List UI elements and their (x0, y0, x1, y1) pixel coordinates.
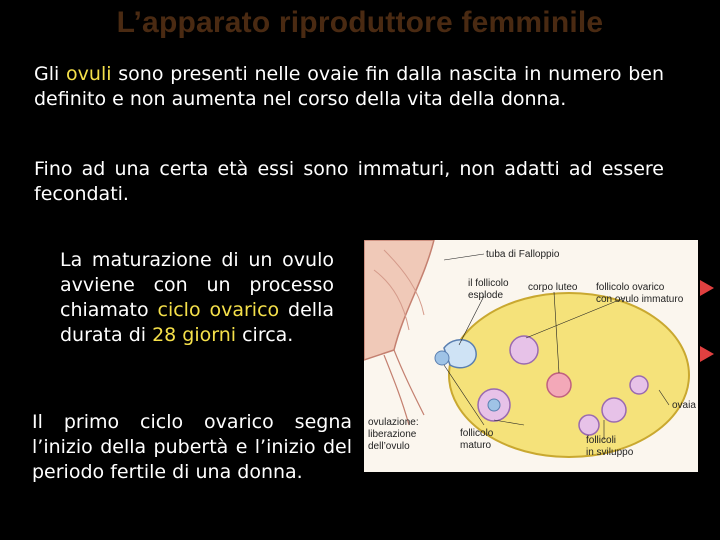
label-ovulazione: ovulazione: (368, 417, 419, 428)
right-arrow-icon (700, 280, 714, 296)
label-follicoli-sviluppo: follicoli (586, 435, 617, 446)
p3-mid: della durata di (60, 299, 334, 346)
label-corpo-luteo: corpo luteo (528, 282, 578, 293)
paragraph-ovuli (34, 62, 664, 112)
ovary-diagram (364, 240, 698, 472)
label-follicolo-maturo: maturo (460, 440, 492, 451)
p1-post: sono presenti nelle ovaie fin dalla nascita in numero ben definito e non aumenta nel corso della vita della donna. (34, 63, 664, 110)
slide-title: L’apparato riproduttore femminile (116, 6, 604, 39)
released-ovum (435, 351, 449, 365)
label-follicolo-maturo: follicolo (460, 428, 494, 439)
right-arrow-icon (700, 346, 714, 362)
exploded-follicle-shape (444, 340, 476, 368)
paragraph-ciclo-ovarico (60, 248, 334, 348)
label-follicolo-ovarico: follicolo ovarico (596, 282, 665, 293)
label-follicolo-esploso: il follicolo (468, 278, 509, 289)
developing-follicle (579, 415, 599, 435)
label-follicolo-esploso: esplode (468, 290, 504, 301)
label-follicoli-sviluppo: in sviluppo (586, 447, 634, 458)
ovarian-cycle-illustration (364, 240, 698, 472)
paragraph-puberta: Il primo ciclo ovarico segna l’inizio della pubertà e l’inizio del periodo fertile di una donna. (32, 411, 352, 483)
p3-pre: La maturazione di un ovulo avviene con un processo chiamato (60, 249, 334, 321)
highlight-ovuli: ovuli (66, 63, 112, 85)
label-ovaia: ovaia (672, 400, 696, 411)
p3-post: circa. (236, 324, 294, 346)
p1-pre: Gli (34, 63, 67, 85)
label-ovulazione: dell’ovulo (368, 441, 410, 452)
paragraph-immaturi: Fino ad una certa età essi sono immaturi, non adatti ad essere fecondati. (34, 158, 664, 205)
follicle-immature (510, 336, 538, 364)
developing-follicle (602, 398, 626, 422)
label-ovulazione: liberazione (368, 429, 417, 440)
label-follicolo-ovarico: con ovulo immaturo (596, 294, 684, 305)
corpus-luteum-shape (547, 373, 571, 397)
developing-follicle (630, 376, 648, 394)
highlight-28-giorni: 28 giorni (152, 324, 237, 346)
label-tuba: tuba di Falloppio (486, 249, 560, 260)
fimbriae-shape (384, 350, 424, 425)
highlight-ciclo-ovarico: ciclo ovarico (157, 299, 280, 321)
